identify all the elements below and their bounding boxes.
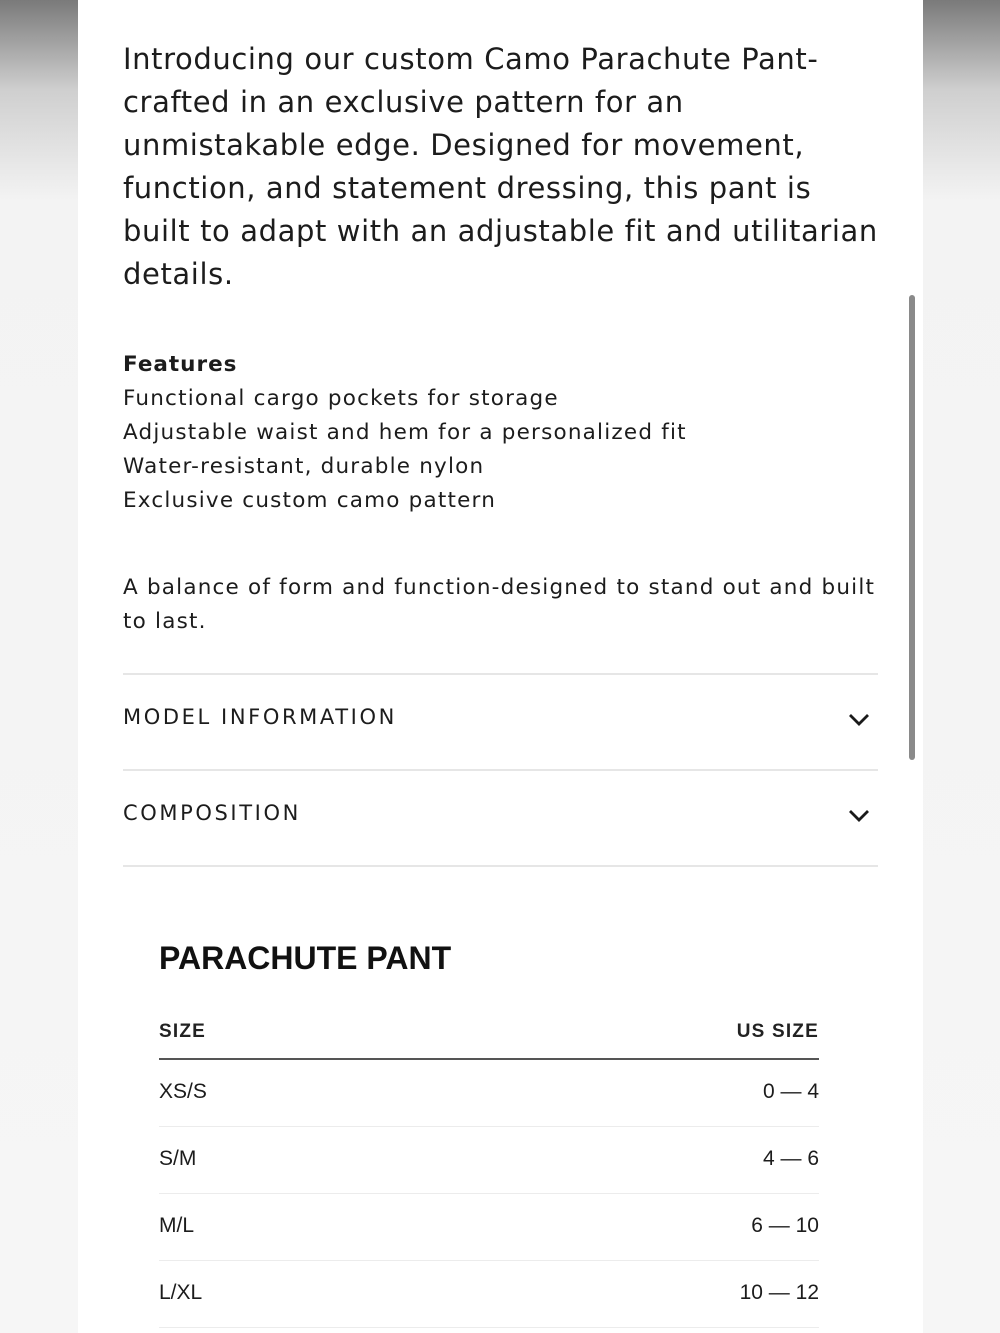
accordion-label: MODEL INFORMATION (123, 705, 397, 729)
us-size-cell: 6 — 10 (751, 1214, 819, 1237)
features-section (123, 348, 878, 518)
scrollbar-thumb[interactable] (909, 295, 915, 760)
us-size-cell: 0 — 4 (762, 1080, 819, 1103)
chevron-down-icon[interactable] (848, 711, 870, 729)
product-closing-text: A balance of form and function-designed to stand out and built to last. (123, 575, 876, 634)
feature-item: Adjustable waist and hem for a personalized fit (123, 420, 687, 445)
accordion-label: COMPOSITION (123, 801, 301, 825)
features-title: Features (123, 352, 238, 377)
product-details-panel (78, 0, 923, 1333)
table-row (159, 1261, 819, 1328)
table-row (159, 1127, 819, 1194)
size-cell: S/M (159, 1147, 197, 1170)
size-table (159, 1012, 819, 1328)
accordion-composition[interactable] (123, 769, 878, 867)
us-size-cell: 10 — 12 (739, 1281, 819, 1304)
table-row (159, 1194, 819, 1261)
feature-item: Exclusive custom camo pattern (123, 488, 497, 513)
accordion-model-information[interactable] (123, 673, 878, 769)
feature-item: Functional cargo pockets for storage (123, 386, 559, 411)
size-column-header: SIZE (159, 1021, 207, 1042)
size-table-header (159, 1012, 819, 1060)
product-intro-text: Introducing our custom Camo Parachute Pant- crafted in an exclusive pattern for an unmistakable edge. Designed for movement, function, and statement dressing, this pant is built to adapt with an adjustable fit and utilitarian details. (123, 42, 878, 291)
feature-item: Water-resistant, durable nylon (123, 454, 485, 479)
features-list (123, 382, 878, 518)
size-cell: L/XL (159, 1281, 203, 1304)
size-cell: XS/S (159, 1080, 207, 1103)
size-cell: M/L (159, 1214, 195, 1237)
size-chart (159, 930, 819, 1304)
chevron-down-icon[interactable] (848, 807, 870, 825)
us-size-cell: 4 — 6 (762, 1147, 819, 1170)
size-chart-title: PARACHUTE PANT (159, 940, 452, 976)
us-size-column-header: US SIZE (736, 1021, 819, 1042)
table-row (159, 1060, 819, 1127)
